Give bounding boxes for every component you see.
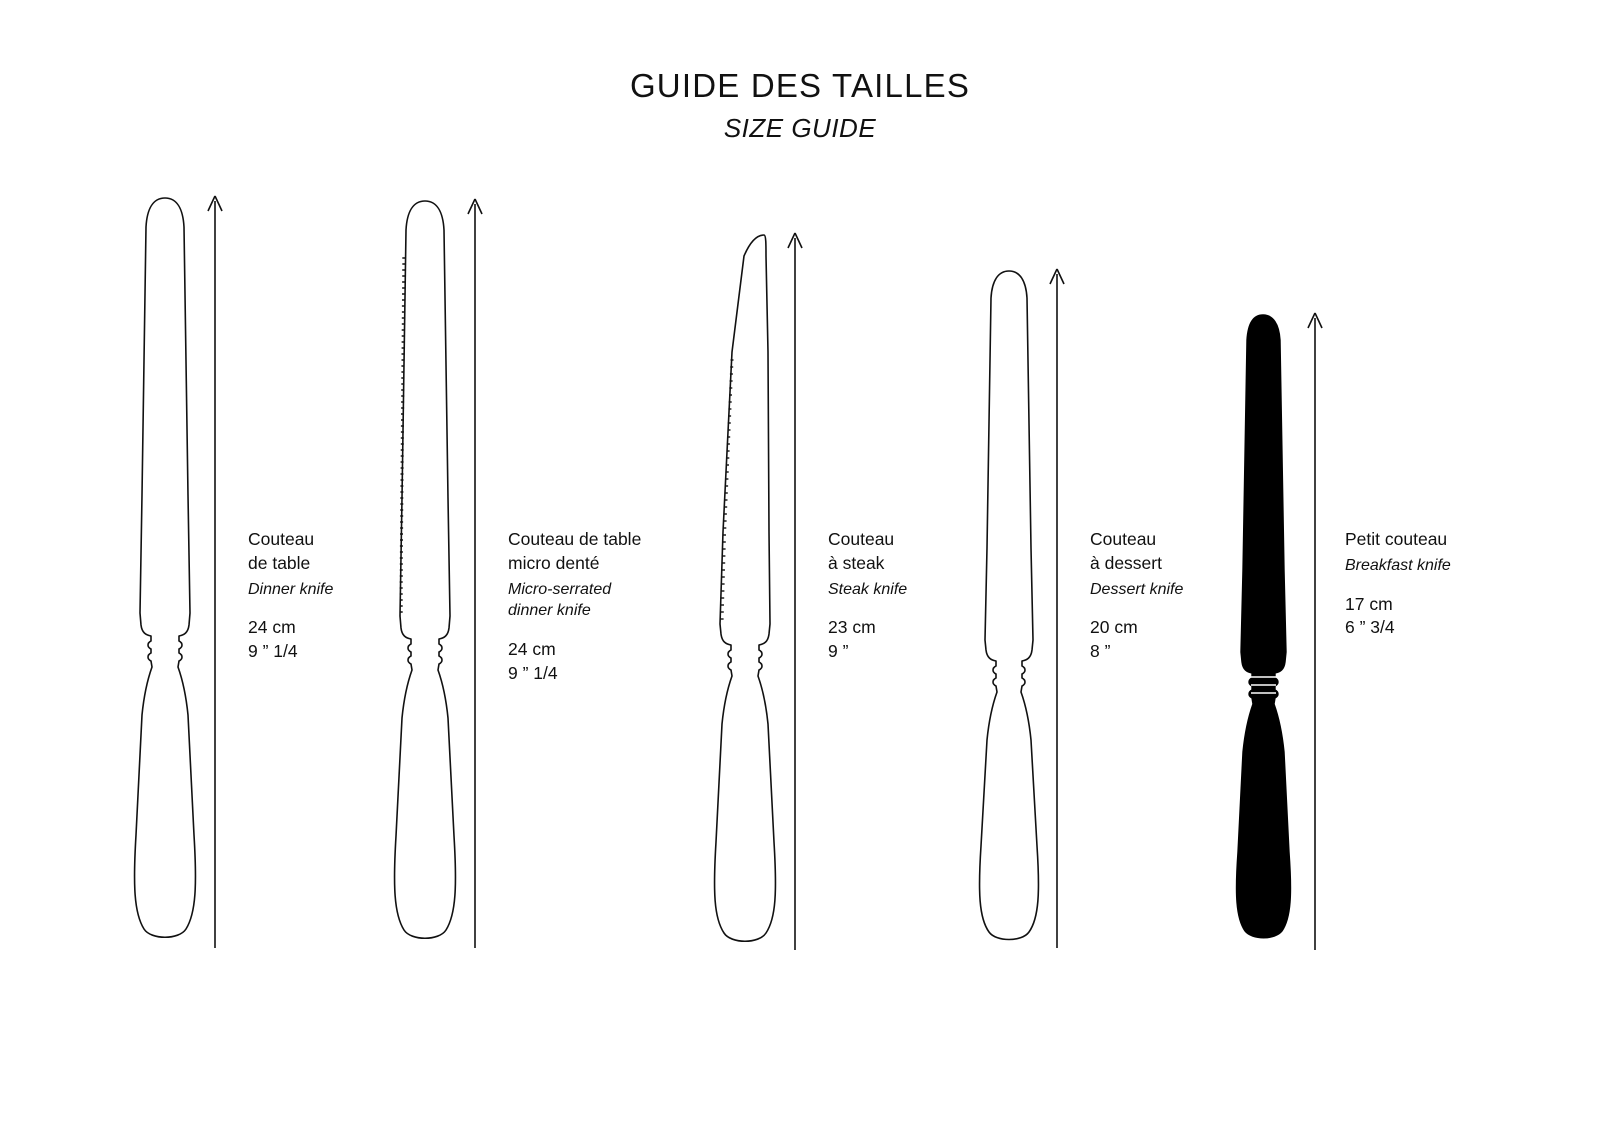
caption-dessert-fr-line1: Couteau xyxy=(1090,529,1157,549)
caption-dinner-fr-line1: Couteau xyxy=(248,529,315,549)
knife-steak-illustration xyxy=(700,232,790,952)
measure-arrow-dessert xyxy=(1045,268,1069,950)
caption-micro-serrated-cm: 24 cm xyxy=(508,639,556,660)
caption-steak-fr-line1: Couteau xyxy=(828,529,895,549)
caption-breakfast-inch: 6 ” 3/4 xyxy=(1345,617,1395,638)
knife-dinner-illustration xyxy=(120,195,210,950)
caption-micro-serrated-en-line1: Micro-serrated xyxy=(508,580,612,598)
caption-breakfast-dims xyxy=(1345,593,1545,641)
caption-dessert-en: Dessert knife xyxy=(1090,580,1184,598)
caption-steak-fr-line2: à steak xyxy=(828,552,885,573)
measure-arrow-steak xyxy=(783,232,807,952)
caption-micro-serrated-en-line2: dinner knife xyxy=(508,602,591,620)
caption-dinner-en: Dinner knife xyxy=(248,580,334,598)
measure-arrow-dinner xyxy=(203,195,227,950)
caption-dessert-fr-line2: à dessert xyxy=(1090,552,1162,573)
caption-micro-serrated-fr-line1: Couteau de table xyxy=(508,529,642,549)
caption-breakfast-cm: 17 cm xyxy=(1345,593,1393,614)
caption-dessert-inch: 8 ” xyxy=(1090,641,1111,662)
caption-dessert-cm: 20 cm xyxy=(1090,617,1138,638)
page-title: GUIDE DES TAILLES xyxy=(629,67,971,104)
knife-breakfast-illustration xyxy=(1223,312,1303,952)
caption-steak-inch: 9 ” xyxy=(828,641,849,662)
knife-column-micro-serrated xyxy=(360,0,642,1125)
caption-steak-cm: 23 cm xyxy=(828,617,876,638)
knife-column-breakfast xyxy=(1205,0,1505,1125)
caption-dinner-fr-line2: de table xyxy=(248,552,311,573)
caption-dinner-cm: 24 cm xyxy=(248,617,296,638)
page-subtitle: SIZE GUIDE xyxy=(723,113,877,144)
caption-breakfast-fr-line1: Petit couteau xyxy=(1345,529,1448,549)
caption-micro-serrated-fr-line2: micro denté xyxy=(508,552,600,573)
caption-steak-en: Steak knife xyxy=(828,580,908,598)
knife-dessert-illustration xyxy=(965,268,1053,950)
knife-column-dessert xyxy=(945,0,1205,1125)
knife-micro-serrated-illustration xyxy=(380,198,470,950)
knife-column-dinner xyxy=(100,0,360,1125)
measure-arrow-micro-serrated xyxy=(463,198,487,950)
measure-arrow-breakfast xyxy=(1303,312,1327,952)
caption-breakfast-en: Breakfast knife xyxy=(1345,556,1451,574)
caption-dinner-inch: 9 ” 1/4 xyxy=(248,641,298,662)
knife-column-steak xyxy=(680,0,940,1125)
caption-breakfast xyxy=(1345,528,1545,640)
caption-micro-serrated-inch: 9 ” 1/4 xyxy=(508,662,558,683)
